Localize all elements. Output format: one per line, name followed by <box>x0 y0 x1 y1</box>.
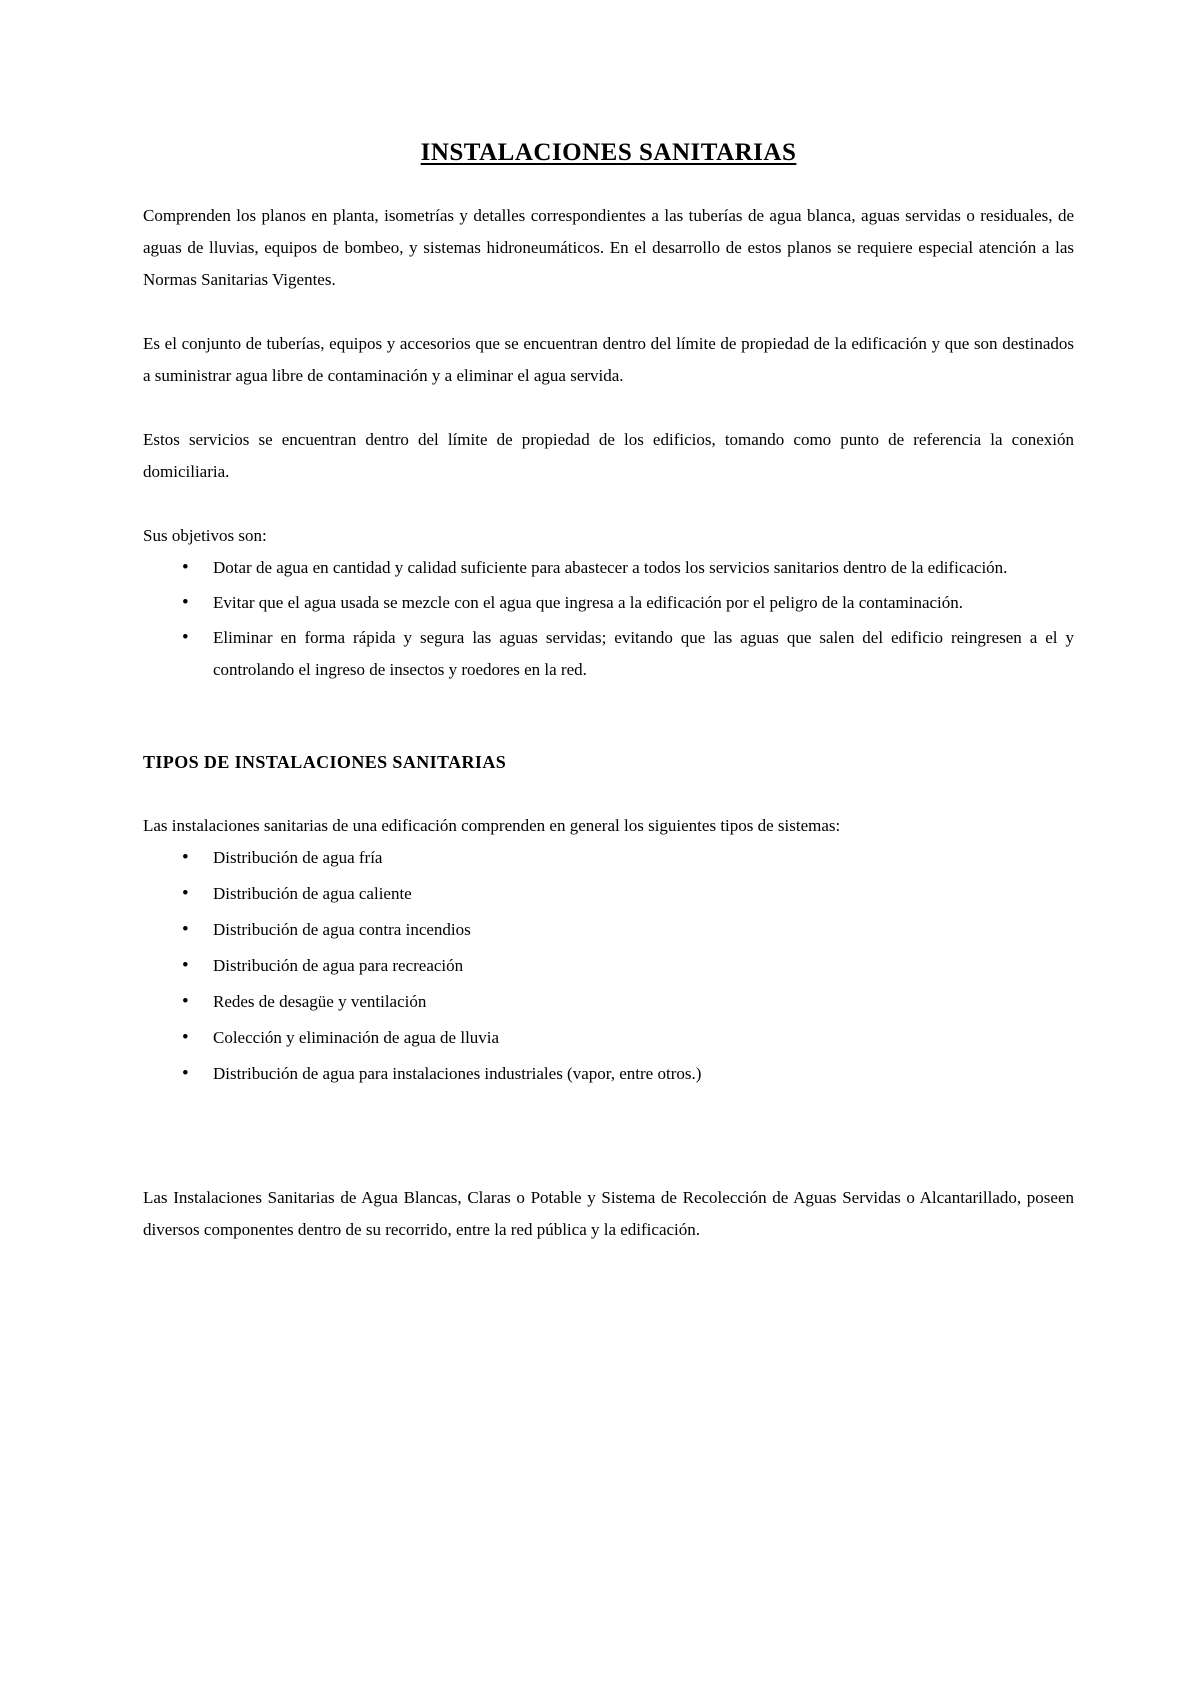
objectives-list <box>143 552 1074 686</box>
type-item-1: • Distribución de agua fría <box>143 842 1074 874</box>
intro-paragraph-1: Comprenden los planos en planta, isometrías y detalles correspondientes a las tuberías de agua blanca, aguas servidas o residuales, de aguas de lluvias, equipos de bombeo, y sistemas hidroneumáticos. En el desarrollo de estos planos se requiere especial atención a las Normas Sanitarias Vigentes. <box>143 206 1074 289</box>
objective-item-1: • Dotar de agua en cantidad y calidad suficiente para abastecer a todos los servicios sanitarios dentro de la edificación. <box>143 552 1074 584</box>
type-item-7: • Distribución de agua para instalaciones industriales (vapor, entre otros.) <box>143 1058 1074 1090</box>
types-lead: Las instalaciones sanitarias de una edificación comprenden en general los siguientes tipos de sistemas: <box>143 816 841 835</box>
type-item-3: • Distribución de agua contra incendios <box>143 914 1074 946</box>
objective-item-3: • Eliminar en forma rápida y segura las aguas servidas; evitando que las aguas que salen del edificio reingresen a el y controlando el ingreso de insectos y roedores en la red. <box>143 622 1074 686</box>
intro-paragraph-3: Estos servicios se encuentran dentro del límite de propiedad de los edificios, tomando como punto de referencia la conexión domiciliaria. <box>143 430 1074 481</box>
types-list <box>143 842 1074 1090</box>
objectives-lead: Sus objetivos son: <box>143 526 267 545</box>
type-item-4: • Distribución de agua para recreación <box>143 950 1074 982</box>
section-heading-tipos: TIPOS DE INSTALACIONES SANITARIAS <box>143 752 507 772</box>
closing-paragraph: Las Instalaciones Sanitarias de Agua Blancas, Claras o Potable y Sistema de Recolección de Aguas Servidas o Alcantarillado, poseen diversos componentes dentro de su recorrido, entre la red pública y la edificación. <box>143 1188 1074 1239</box>
type-item-5: • Redes de desagüe y ventilación <box>143 986 1074 1018</box>
intro-paragraph-2: Es el conjunto de tuberías, equipos y accesorios que se encuentran dentro del límite de propiedad de la edificación y que son destinados a suministrar agua libre de contaminación y a eliminar el agua servida. <box>143 334 1074 385</box>
objective-item-2: • Evitar que el agua usada se mezcle con el agua que ingresa a la edificación por el peligro de la contaminación. <box>143 587 1074 619</box>
type-item-6: • Colección y eliminación de agua de lluvia <box>143 1022 1074 1054</box>
document-title: INSTALACIONES SANITARIAS <box>420 139 797 166</box>
type-item-2: • Distribución de agua caliente <box>143 878 1074 910</box>
